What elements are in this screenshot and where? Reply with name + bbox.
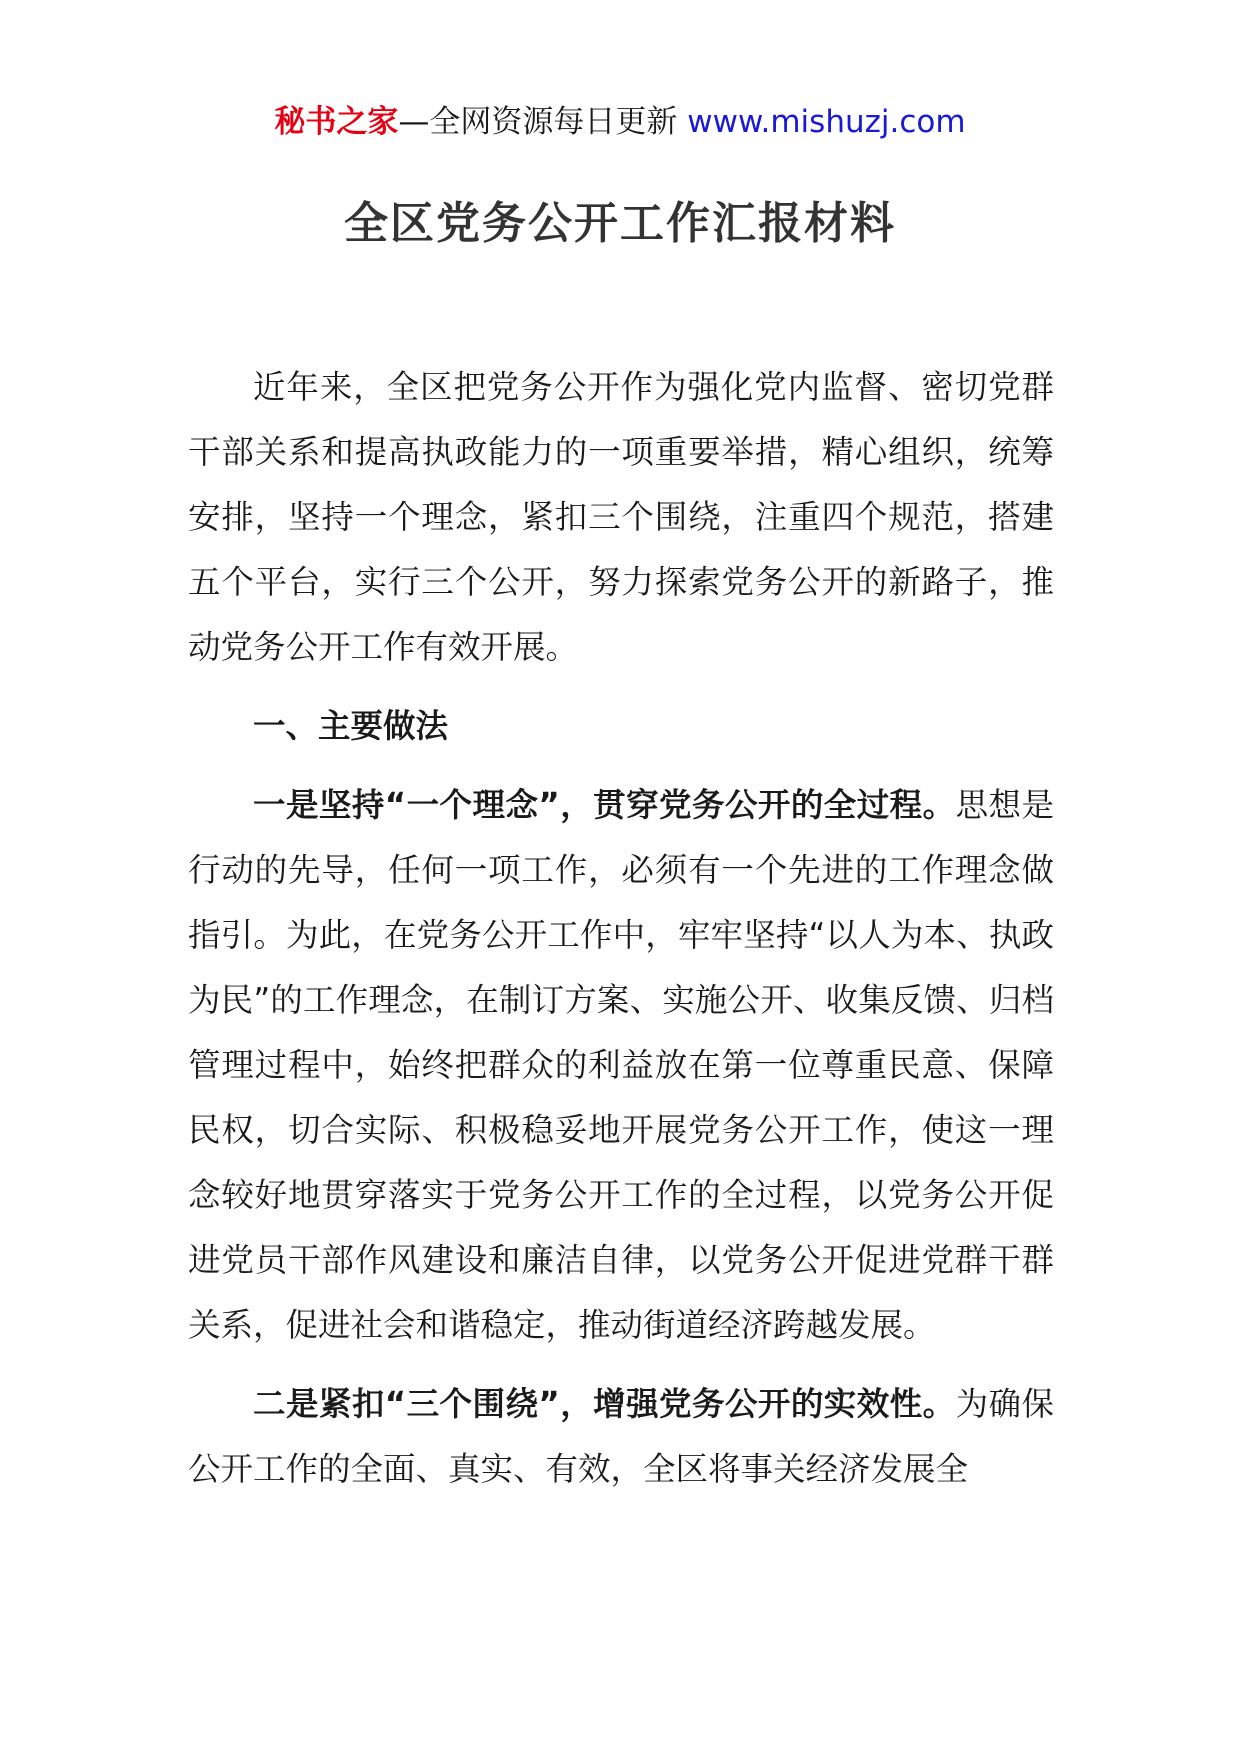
paragraph-lead: 一是坚持“一个理念”，贯穿党务公开的全过程。 xyxy=(253,786,956,824)
intro-paragraph: 近年来，全区把党务公开作为强化党内监督、密切党群干部关系和提高执政能力的一项重要举措，精心组织，统筹安排，坚持一个理念，紧扣三个围绕，注重四个规范，搭建五个平台，实行三个公开，努力探索党务公开的新路子，推动党务公开工作有效开展。 xyxy=(188,368,1054,666)
paragraph-lead: 二是紧扣“三个围绕”，增强党务公开的实效性。 xyxy=(253,1385,956,1423)
paragraph-text: 为确保公开工作的全面、真实、有效，全区将事关经济发展全 xyxy=(188,1385,1054,1488)
site-url-link[interactable]: www.mishuzj.com xyxy=(687,104,966,140)
site-header xyxy=(0,100,1240,144)
body-paragraph xyxy=(188,1372,1054,1502)
paragraph-text: 思想是行动的先导，任何一项工作，必须有一个先进的工作理念做指引。为此，在党务公开工作中，牢牢坚持“以人为本、执政为民”的工作理念，在制订方案、实施公开、收集反馈、归档管理过程中，始终把群众的利益放在第一位尊重民意、保障民权，切合实际、积极稳妥地开展党务公开工作，使这一理念较好地贯穿落实于党务公开工作的全过程，以党务公开促进党员干部作风建设和廉洁自律，以党务公开促进党群干群关系，促进社会和谐稳定，推动街道经济跨越发展。 xyxy=(188,786,1054,1344)
site-tagline: —全网资源每日更新 xyxy=(398,104,688,140)
document-body xyxy=(188,355,1054,1516)
site-brand: 秘书之家 xyxy=(274,104,399,140)
document-title: 全区党务公开工作汇报材料 xyxy=(344,198,896,249)
body-paragraph xyxy=(188,773,1054,1358)
section-heading: 一、主要做法 xyxy=(253,707,449,745)
